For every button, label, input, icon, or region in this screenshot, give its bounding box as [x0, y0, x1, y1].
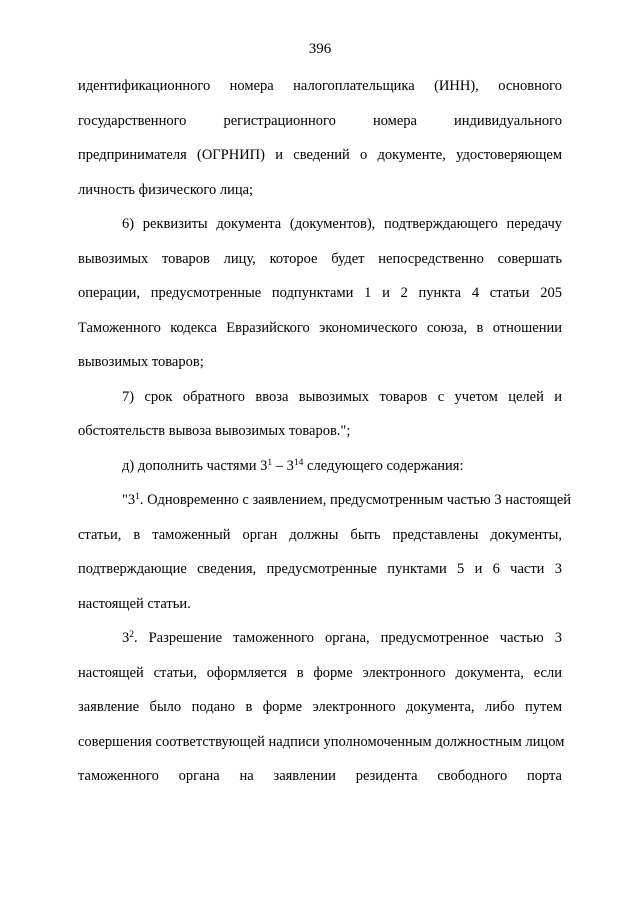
text-line: предпринимателя (ОГРНИП) и сведений о документе, удостоверяющем: [78, 147, 562, 163]
text-line: подтверждающие сведения, предусмотренные пунктами 5 и 6 части 3: [78, 561, 562, 577]
text-line: операции, предусмотренные подпунктами 1 и 2 пункта 4 статьи 205: [78, 285, 562, 301]
text-line: [122, 457, 463, 475]
superscript: 2: [129, 630, 134, 640]
text-fragment: – 3: [272, 458, 294, 474]
text-fragment: "3: [122, 492, 136, 508]
text-line: вывозимых товаров лицу, которое будет непосредственно совершать: [78, 251, 562, 267]
text-line: идентификационного номера налогоплательщика (ИНН), основного: [78, 78, 562, 94]
text-line: заявление было подано в форме электронного документа, либо путем: [78, 699, 562, 715]
text-line: [122, 629, 562, 647]
page-number: 396: [308, 41, 332, 57]
text-line: Таможенного кодекса Евразийского экономического союза, в отношении: [78, 320, 562, 336]
text-line: статьи, в таможенный орган должны быть представлены документы,: [78, 527, 562, 543]
text-line: 6) реквизиты документа (документов), подтверждающего передачу: [122, 216, 562, 232]
text-line: настоящей статьи.: [78, 596, 191, 612]
text-line: настоящей статьи, оформляется в форме электронного документа, если: [78, 665, 562, 681]
text-line: совершения соответствующей надписи уполномоченным должностным лицом: [78, 734, 565, 750]
text-fragment: . Одновременно с заявлением, предусмотренным частью 3 настоящей: [139, 492, 572, 508]
text-line: вывозимых товаров;: [78, 354, 204, 370]
text-line: личность физического лица;: [78, 182, 254, 198]
text-fragment: д) дополнить частями 3: [122, 458, 268, 474]
superscript: 1: [267, 458, 273, 468]
text-line: обстоятельств вывоза вывозимых товаров.";: [78, 423, 351, 439]
text-line: [122, 491, 572, 509]
superscript: 1: [135, 492, 140, 502]
superscript: 14: [293, 458, 304, 468]
text-fragment: 3: [122, 630, 130, 646]
text-fragment: следующего содержания:: [303, 458, 464, 474]
text-fragment: . Разрешение таможенного органа, предусмотренное частью 3: [134, 630, 562, 646]
text-line: 7) срок обратного ввоза вывозимых товаров с учетом целей и: [122, 389, 562, 405]
text-line: государственного регистрационного номера индивидуального: [78, 113, 562, 129]
text-line: таможенного органа на заявлении резидента свободного порта: [78, 768, 562, 784]
